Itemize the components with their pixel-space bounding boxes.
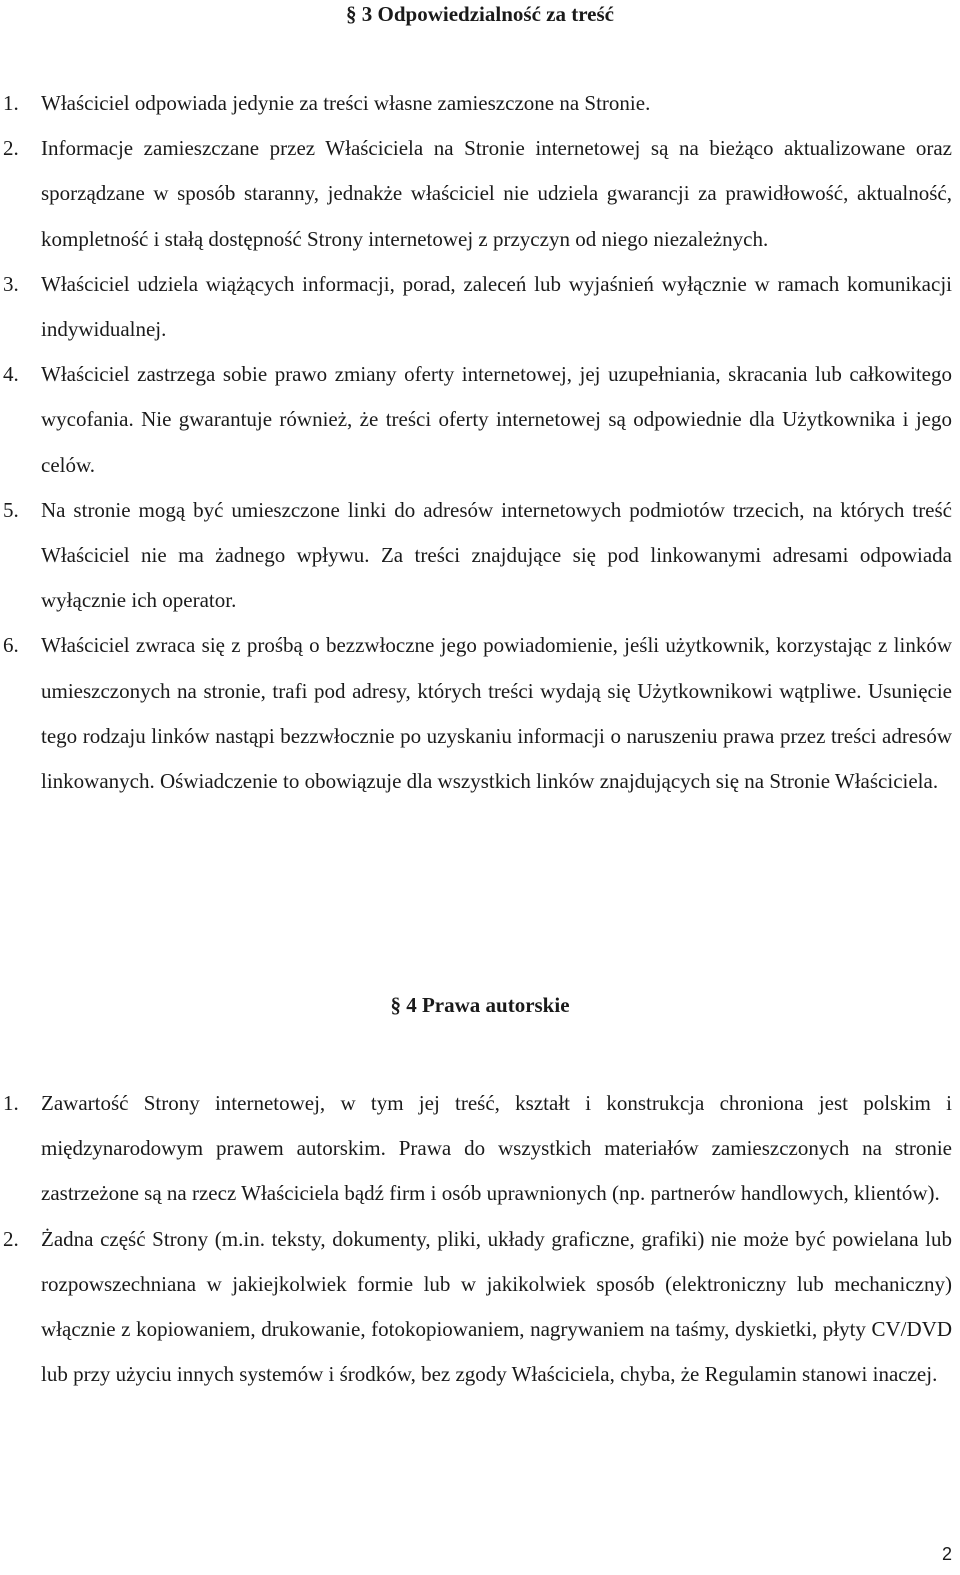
section-3-heading: § 3 Odpowiedzialność za treść bbox=[346, 2, 614, 26]
section-3-item-3 bbox=[0, 262, 960, 352]
item-text: Zawartość Strony internetowej, w tym jej treść, kształt i konstrukcja chroniona jest polskim i międzynarodowym prawem autorskim. Prawa do wszystkich materiałów zamieszczonych na stronie zastrzeżone są na rzecz Właściciela bądź firm i osób uprawnionych (np. partnerów handlowych, klientów). bbox=[41, 1091, 952, 1206]
section-4-item-1 bbox=[0, 1081, 960, 1217]
item-number: 2. bbox=[3, 1226, 19, 1251]
section-4-list bbox=[0, 1081, 960, 1397]
item-text: Właściciel udziela wiążących informacji, porad, zaleceń lub wyjaśnień wyłącznie w ramach komunikacji indywidualnej. bbox=[41, 271, 952, 342]
page-number: 2 bbox=[941, 1544, 952, 1564]
section-4-heading: § 4 Prawa autorskie bbox=[390, 993, 570, 1017]
item-number: 4. bbox=[3, 362, 19, 387]
item-text: Właściciel zwraca się z prośbą o bezzwłoczne jego powiadomienie, jeśli użytkownik, korzystając z linków umieszczonych na stronie, trafi pod adresy, których treści wydają się Użytkownikowi wątpliwe. Usunięcie tego rodzaju linków nastąpi bezzwłocznie po uzyskaniu informacji o naruszeniu prawa przez treści adresów linkowanych. Oświadczenie to obowiązuje dla wszystkich linków znajdujących się na Stronie Właściciela. bbox=[41, 633, 952, 794]
item-number: 2. bbox=[3, 136, 19, 161]
section-3-item-5 bbox=[0, 488, 960, 624]
item-number: 1. bbox=[3, 1091, 19, 1115]
item-number: 3. bbox=[3, 271, 19, 296]
item-text: Informacje zamieszczane przez Właściciela na Stronie internetowej są na bieżąco aktualizowane oraz sporządzane w sposób staranny, jednakże właściciel nie udziela gwarancji za prawidłowość, aktualność, kompletność i stałą dostępność Strony internetowej z przyczyn od niego niezależnych. bbox=[41, 136, 952, 251]
item-number: 6. bbox=[3, 633, 19, 658]
item-text: Właściciel zastrzega sobie prawo zmiany oferty internetowej, jej uzupełniania, skracania lub całkowitego wycofania. Nie gwarantuje również, że treści oferty internetowej są odpowiednie dla Użytkownika i jego celów. bbox=[41, 362, 952, 477]
item-number: 5. bbox=[3, 497, 19, 522]
section-4-item-2 bbox=[0, 1217, 960, 1398]
item-text: Właściciel odpowiada jedynie za treści własne zamieszczone na Stronie. bbox=[41, 91, 651, 115]
section-3-item-6 bbox=[0, 623, 960, 804]
section-3-list bbox=[0, 81, 960, 804]
section-3-item-4 bbox=[0, 352, 960, 488]
section-3-item-1 bbox=[0, 81, 960, 126]
section-3-item-2 bbox=[0, 126, 960, 262]
item-number: 1. bbox=[3, 91, 19, 115]
item-text: Żadna część Strony (m.in. teksty, dokumenty, pliki, układy graficzne, grafiki) nie może być powielana lub rozpowszechniana w jakiejkolwiek formie lub w jakikolwiek sposób (elektroniczny lub mechaniczny) włącznie z kopiowaniem, drukowanie, fotokopiowaniem, nagrywaniem na taśmy, dyskietki, płyty CV/DVD lub przy użyciu innych systemów i środków, bez zgody Właściciela, chyba, że Regulamin stanowi inaczej. bbox=[41, 1226, 952, 1387]
item-text: Na stronie mogą być umieszczone linki do adresów internetowych podmiotów trzecich, na których treść Właściciel nie ma żadnego wpływu. Za treści znajdujące się pod linkowanymi adresami odpowiada wyłącznie ich operator. bbox=[41, 497, 952, 613]
